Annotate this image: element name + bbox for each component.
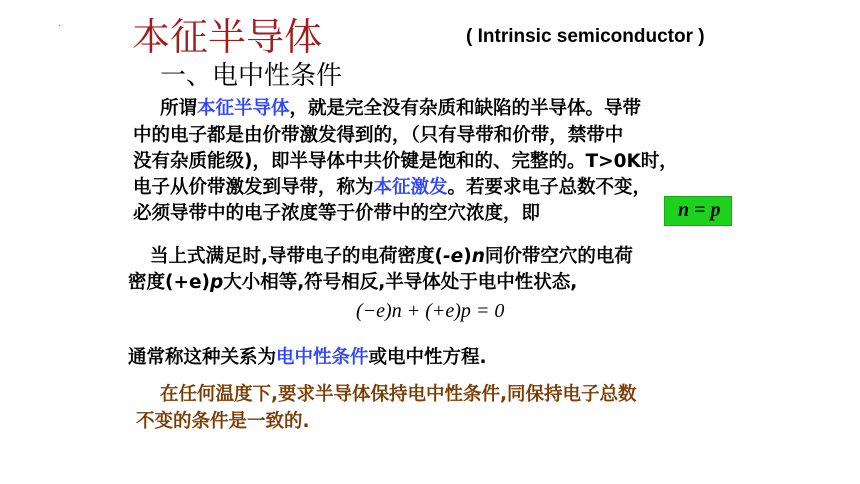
equation-text: n = p <box>678 199 721 221</box>
para2-line2 <box>128 268 577 294</box>
para2-text: 密度(+e) <box>128 272 210 293</box>
para3-text: 或电中性方程. <box>368 347 487 368</box>
equation-n-equals-p <box>664 196 732 226</box>
para1-text: ，就是完全没有杂质和缺陷的半导体。导带 <box>289 98 642 119</box>
term-intrinsic-excitation: 本征激发 <box>373 177 448 198</box>
para3-text: 通常称这种关系为 <box>128 347 277 368</box>
para1-line3: 没有杂质能级)，即半导体中共价键是饱和的、完整的。T>0K时， <box>133 151 678 172</box>
para1-line5: 必须导带中的电子浓度等于价带中的空穴浓度，即 <box>133 203 541 224</box>
para2-text: ) <box>463 246 472 267</box>
para1-line1 <box>160 94 641 120</box>
para1-text: 所谓 <box>160 98 198 119</box>
para1-text: 电子从价带激发到导带，称为 <box>133 177 374 198</box>
para2-text: 大小相等,符号相反,半导体处于电中性状态, <box>223 272 578 293</box>
english-subtitle: ( Intrinsic semiconductor ) <box>466 26 705 47</box>
para2-symbol: -e <box>442 246 464 267</box>
para1-line4 <box>133 173 651 199</box>
para2-line1 <box>150 242 633 268</box>
para4-line2: 不变的条件是一致的. <box>136 411 310 432</box>
para2-symbol: p <box>209 272 224 293</box>
term-neutrality-condition: 电中性条件 <box>276 347 369 368</box>
para2-text: 同价带空穴的电荷 <box>484 246 633 267</box>
para2-symbol: n <box>471 246 485 267</box>
section-heading: 一、电中性条件 <box>160 61 343 91</box>
equation-charge-neutrality: (−e)n + (+e)p = 0 <box>356 300 505 322</box>
term-intrinsic-semiconductor: 本征半导体 <box>197 98 290 119</box>
para3-line <box>128 343 487 369</box>
para2-text: 当上式满足时,导带电子的电荷密度( <box>150 246 443 267</box>
slide-title: 本征半导体 <box>132 15 323 59</box>
para1-text: 。若要求电子总数不变， <box>447 177 652 198</box>
para1-line2: 中的电子都是由价带激发得到的，（只有导带和价带，禁带中 <box>133 125 624 146</box>
para4-line1: 在任何温度下,要求半导体保持电中性条件,同保持电子总数 <box>160 384 637 405</box>
decor-dot: . <box>58 18 62 29</box>
